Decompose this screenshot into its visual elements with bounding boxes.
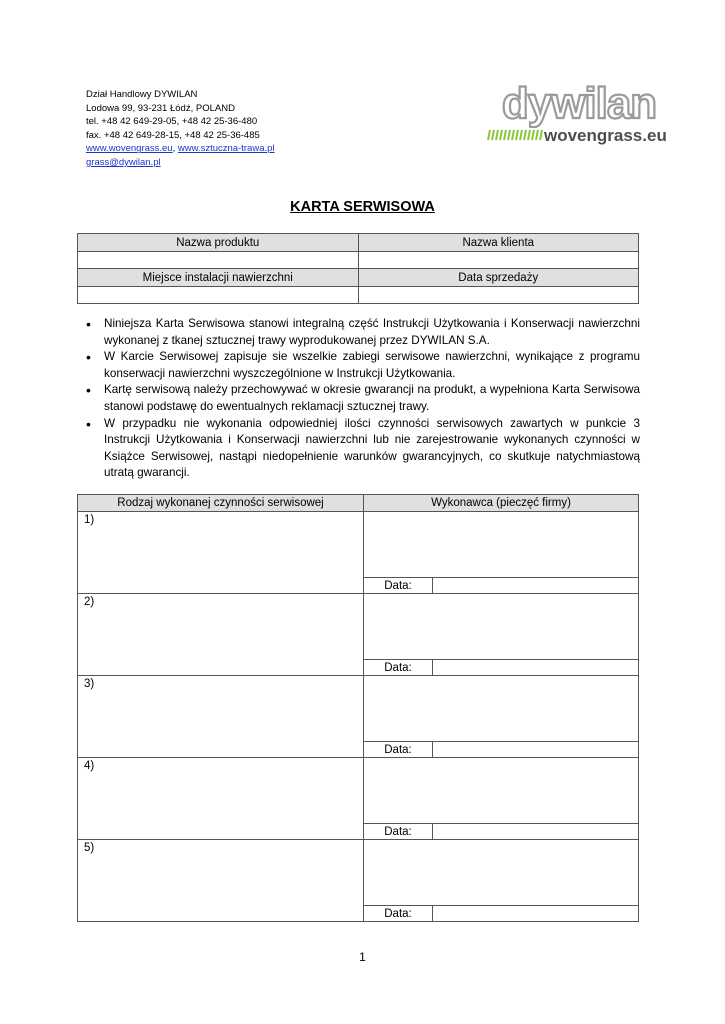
client-name-field[interactable] [358,252,639,269]
client-name-header: Nazwa klienta [358,234,639,252]
contractor-stamp-cell[interactable] [364,594,639,660]
logo-tagline: wovengrass.eu [544,126,667,145]
activity-cell-1[interactable]: 1) [78,512,364,594]
email-link[interactable]: grass@dywilan.pl [86,156,161,168]
sale-date-header: Data sprzedaży [358,269,639,287]
notes-list [86,316,640,482]
sale-date-field[interactable] [358,287,639,304]
website-link-wovengrass[interactable]: www.wovengrass.eu [86,143,173,155]
date-field[interactable] [433,660,639,676]
note-item: • Kartę serwisową należy przechowywać w okresie gwarancji na produkt, a wypełniona Karta Serwisowa stanowi podstawę do ewentualnych reklamacji sztucznej trawy. [86,382,640,415]
fax: fax. +48 42 649-28-15, +48 42 25-36-485 [86,129,260,141]
activity-cell-4[interactable]: 4) [78,758,364,840]
date-field[interactable] [433,578,639,594]
note-item: • W przypadku nie wykonania odpowiedniej ilości czynności serwisowych zawartych w punkcie 3 Instrukcji Użytkowania i Konserwacji nawierzchni lub nie zarejestrowanie wykonanych czynności w Książce Serwisowej, nastąpi niedopełnienie warunków gwarancyjnych, co skutkuje natychmiastową utratą gwarancji. [86,416,640,482]
service-table [77,494,639,922]
info-table [77,233,639,304]
installation-location-header: Miejsce instalacji nawierzchni [78,269,359,287]
activity-cell-3[interactable]: 3) [78,676,364,758]
contractor-stamp-cell[interactable] [364,512,639,578]
page-title: KARTA SERWISOWA [290,199,435,215]
activity-type-header: Rodzaj wykonanej czynności serwisowej [78,495,364,512]
installation-location-field[interactable] [78,287,359,304]
date-field[interactable] [433,906,639,922]
contractor-stamp-cell[interactable] [364,676,639,742]
contractor-stamp-cell[interactable] [364,758,639,824]
note-item: • W Karcie Serwisowej zapisuje sie wszelkie zabiegi serwisowe nawierzchni, wynikające z programu konserwacji nawierzchni wyszczególnione w Instrukcji Użytkowania. [86,349,640,382]
link-separator: , [172,143,176,155]
date-label: Data: [364,578,433,594]
phone: tel. +48 42 649-29-05, +48 42 25-36-480 [86,116,258,128]
contractor-stamp-cell[interactable] [364,840,639,906]
date-field[interactable] [433,742,639,758]
grass-icon [488,130,542,140]
date-label: Data: [364,906,433,922]
contact-block [86,88,275,170]
page-number: 1 [359,950,366,964]
activity-cell-5[interactable]: 5) [78,840,364,922]
date-label: Data: [364,742,433,758]
date-label: Data: [364,660,433,676]
date-label: Data: [364,824,433,840]
company-name: Dział Handlowy DYWILAN [86,89,198,100]
contractor-header: Wykonawca (pieczęć firmy) [364,495,639,512]
logo-brand-text: dywilan [501,80,657,128]
activity-cell-2[interactable]: 2) [78,594,364,676]
product-name-header: Nazwa produktu [78,234,359,252]
date-field[interactable] [433,824,639,840]
website-link-sztuczna-trawa[interactable]: www.sztuczna-trawa.pl [177,143,275,155]
product-name-field[interactable] [78,252,359,269]
dywilan-logo [482,80,677,150]
address: Lodowa 99, 93-231 Łódź, POLAND [86,102,235,114]
note-item: • Niniejsza Karta Serwisowa stanowi integralną część Instrukcji Użytkowania i Konserwacji nawierzchni wykonanej z tkanej sztucznej trawy wyprodukowanej przez DYWILAN S.A. [86,316,640,349]
